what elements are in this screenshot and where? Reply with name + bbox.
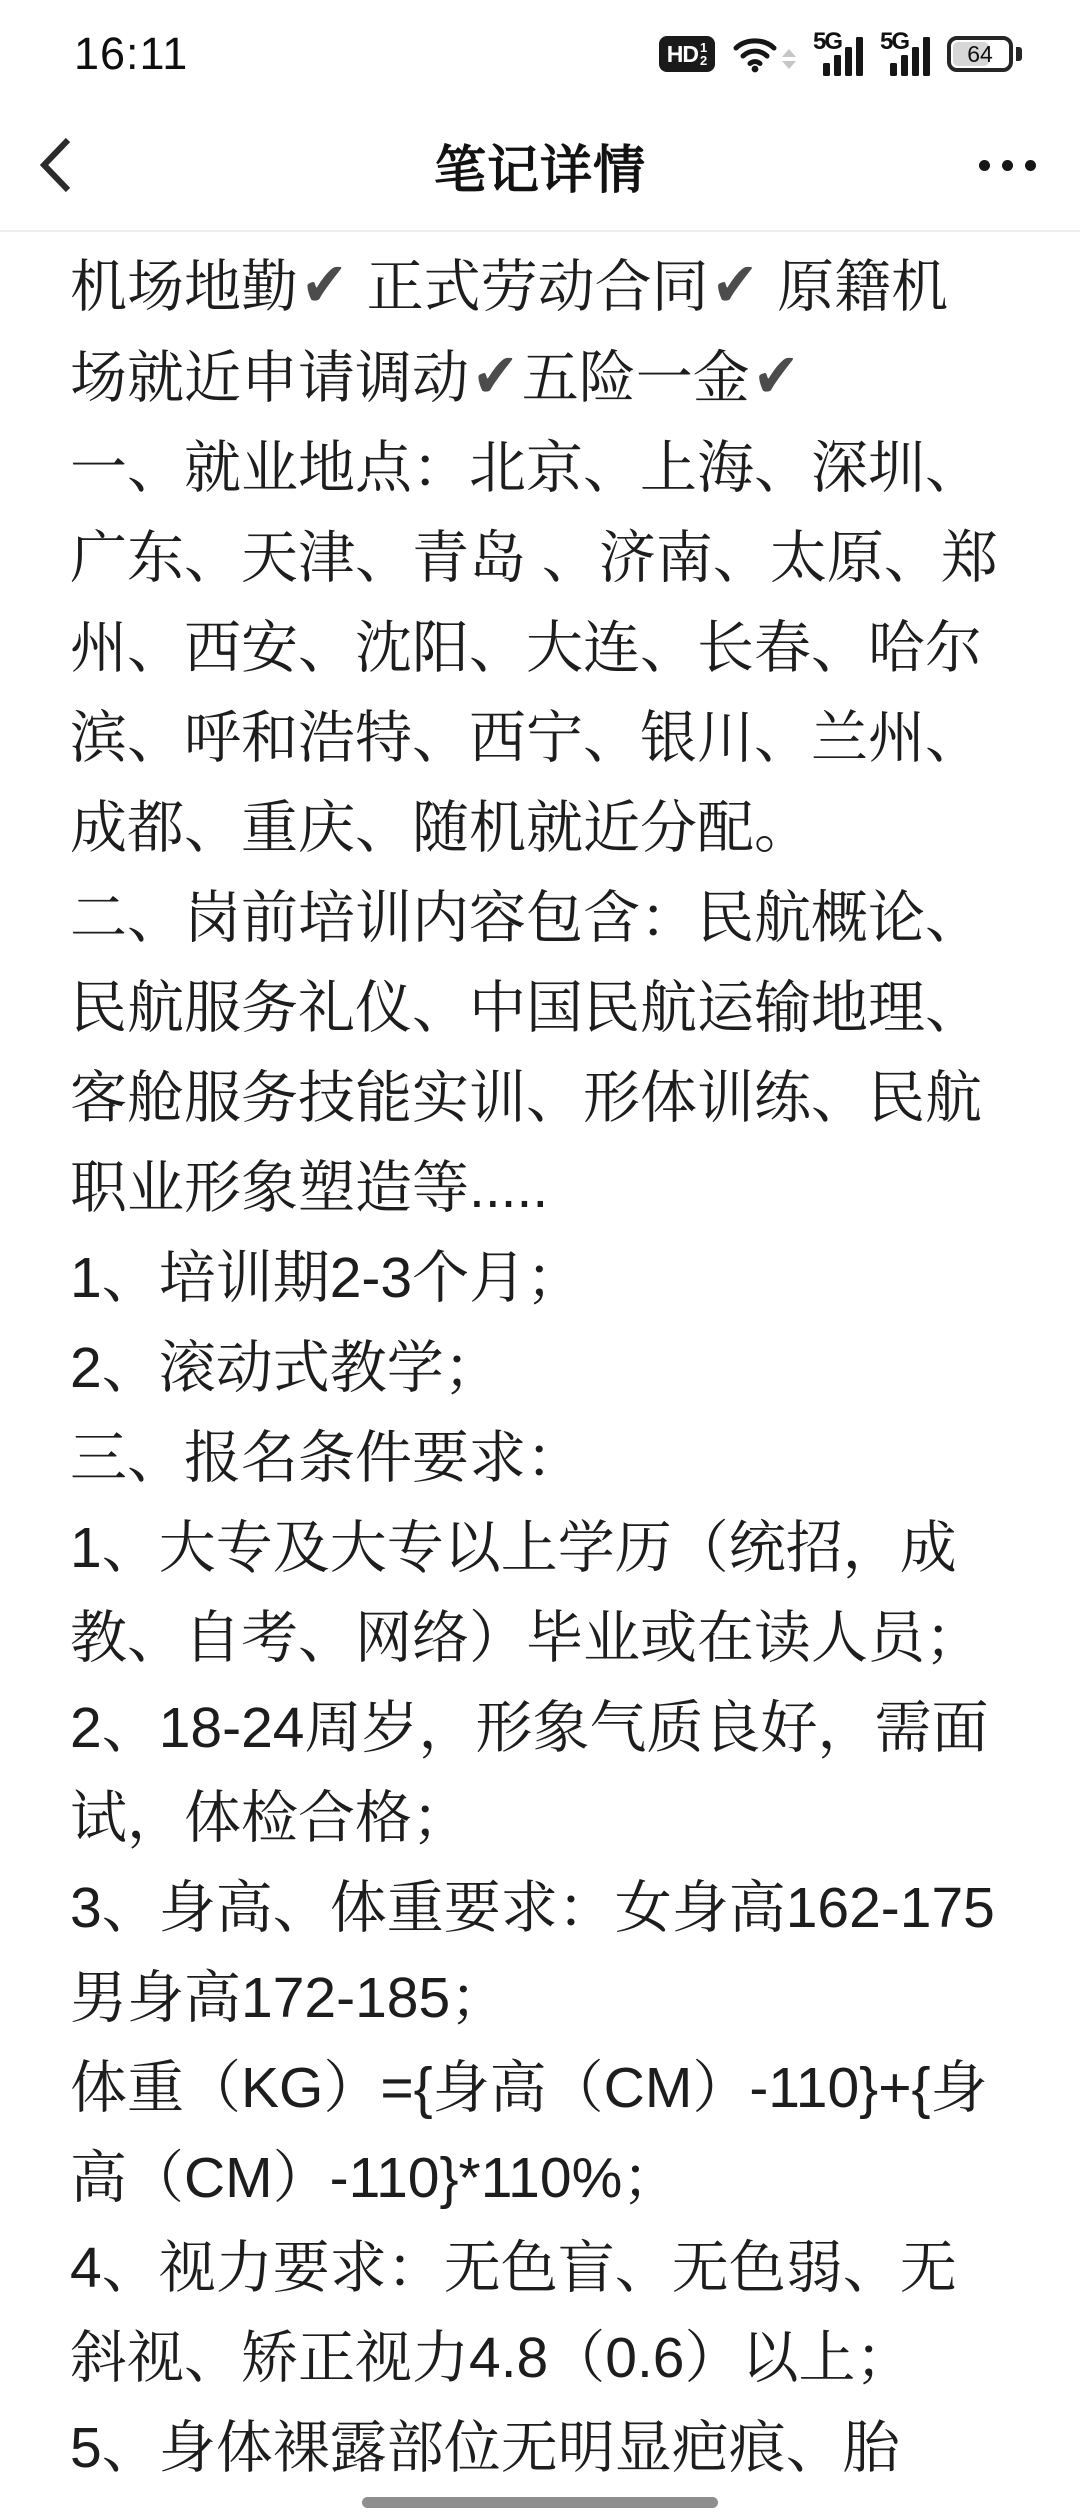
signal-sim2-icon [880,28,930,77]
more-button[interactable] [979,100,1036,230]
wifi-arcs [732,35,778,73]
chevron-left-icon [38,136,74,194]
content-line: 高（CM）-110}*110%； [70,2146,680,2210]
battery-icon [947,36,1022,72]
content-line: 男身高172-185； [70,1966,508,2030]
signal-bars [823,37,863,76]
status-bar [0,0,1080,100]
back-button[interactable] [38,100,118,230]
content-line: 一、就业地点：北京、上海、深圳、 [70,436,982,500]
nav-bar [0,100,1080,232]
content-line: 3、身高、体重要求：女身高162-175 [70,1876,995,1940]
content-line: 1、大专及大专以上学历（统招，成 [70,1516,957,1580]
content-line: 滨、呼和浩特、西宁、银川、兰州、 [70,706,982,770]
data-activity-arrows-icon [782,49,796,69]
content-line: 广东、天津、青岛 、济南、太原、郑 [70,526,998,590]
battery-percent: 64 [967,40,993,67]
hd-sim-numbers: 1 2 [700,40,708,68]
content-line: 斜视、矫正视力4.8（0.6）以上； [70,2326,913,2390]
note-content[interactable] [0,232,1080,2520]
content-line: 2、滚动式教学； [70,1336,501,1400]
status-time: 16:11 [74,28,189,79]
check-icon: ✔ [472,342,519,411]
battery-cap [1016,47,1022,61]
content-line: 场就近申请调动✔五险一金✔ [70,332,1012,423]
content-line: 机场地勤✔ 正式劳动合同✔ 原籍机 [70,251,949,320]
content-line: 体重（KG）={身高（CM）-110}+{身 [70,2056,988,2120]
network-type-label: 5G [813,28,842,55]
content-line: 职业形象塑造等..... [70,1156,549,1220]
network-type-label: 5G [880,28,909,55]
volte-hd-icon [659,36,715,72]
check-icon: ✔ [301,251,348,320]
content-line: 客舱服务技能实训、形体训练、民航 [70,1066,982,1130]
content-line: 二、岗前培训内容包含：民航概论、 [70,886,982,950]
content-line: 民航服务礼仪、中国民航运输地理、 [70,976,982,1040]
page-title: 笔记详情 [433,141,646,200]
home-indicator[interactable] [362,2497,718,2508]
status-icons [659,28,1022,77]
check-icon: ✔ [752,342,800,411]
content-line: 4、视力要求：无色盲、无色弱、无 [70,2236,957,2300]
check-icon: ✔ [711,251,759,320]
ellipsis-icon [979,160,1036,171]
content-line: 试，体检合格； [70,1786,469,1850]
content-line: 1、培训期2-3个月； [70,1246,584,1310]
content-line: 三、报名条件要求： [70,1426,583,1490]
content-line: 教、自考、网络）毕业或在读人员； [70,1606,982,1670]
hd-label: HD [666,40,698,67]
signal-bars [890,37,930,76]
content-line: 5、身体裸露部位无明显疤痕、胎 [70,2416,900,2480]
signal-sim1-icon [813,28,863,77]
content-line: 州、西安、沈阳、大连、长春、哈尔 [70,616,982,680]
wifi-icon [732,35,796,73]
content-line: 成都、重庆、随机就近分配。 [70,796,811,860]
content-line: 2、18-24周岁，形象气质良好，需面 [70,1696,989,1760]
